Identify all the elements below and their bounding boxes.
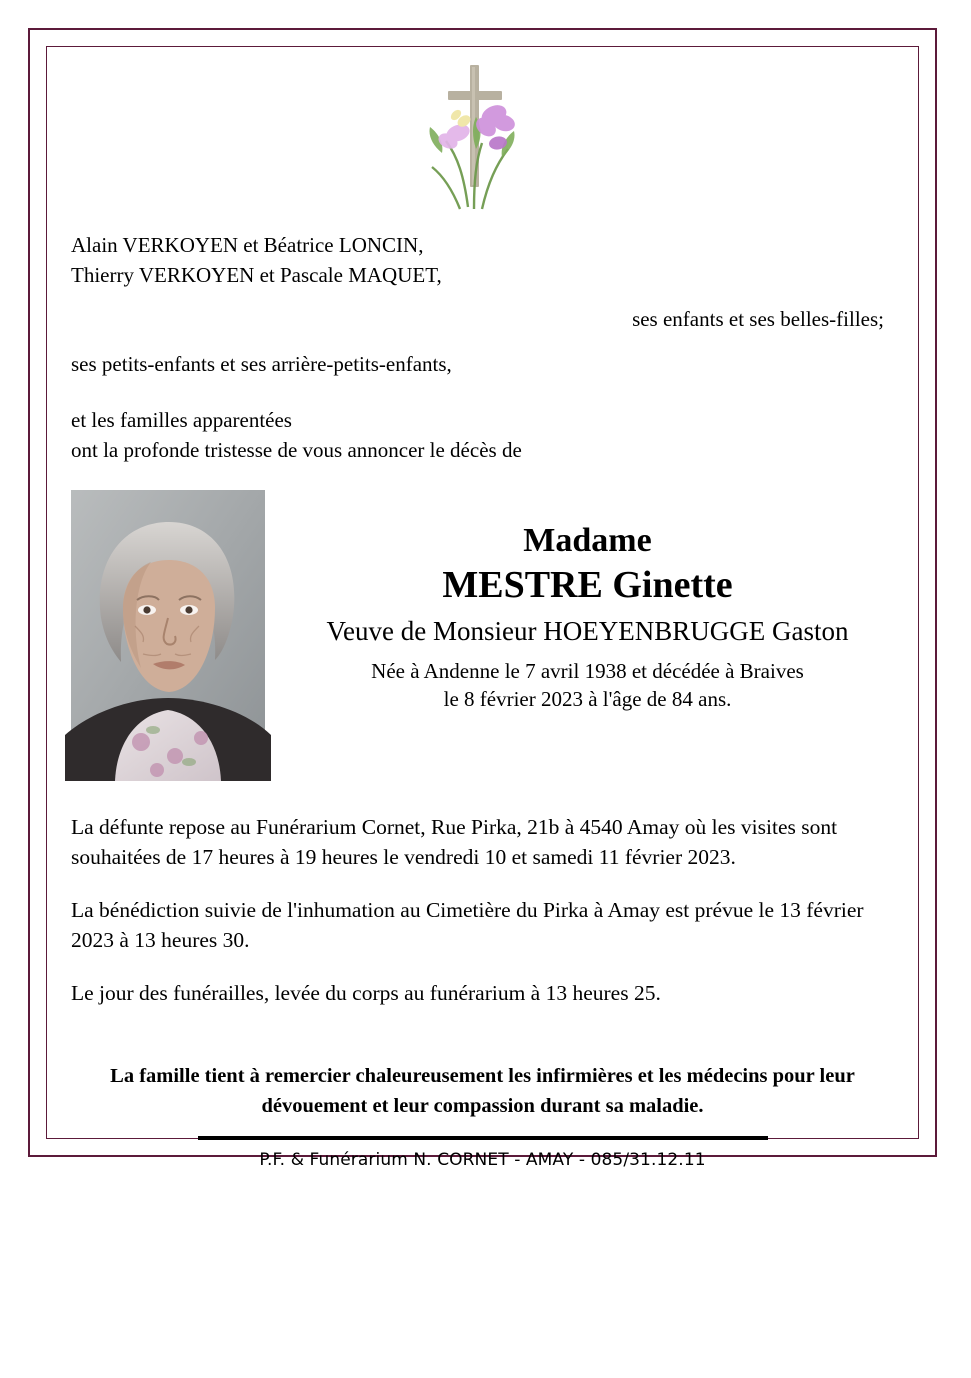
deceased-section (71, 490, 894, 790)
family-block (71, 231, 894, 466)
funeral-home-footer: P.F. & Funérarium N. CORNET - AMAY - 085/31.12.11 (259, 1149, 706, 1170)
related-families-line: et les familles apparentées (71, 408, 292, 433)
spacer-1 (71, 334, 894, 350)
memorial-card (28, 28, 937, 1170)
deceased-title: Madame (523, 521, 652, 559)
deceased-name: MESTRE Ginette (442, 564, 733, 607)
cross-with-flowers-icon (71, 57, 894, 227)
thanks-message: La famille tient à remercier chaleureusement les infirmières et les médecins pour leur dévouement et leur compassion durant sa maladie. (110, 1065, 855, 1118)
family-line-1: Alain VERKOYEN et Béatrice LONCIN, (71, 233, 424, 257)
family-line-2: Thierry VERKOYEN et Pascale MAQUET, (71, 262, 442, 287)
memorial-content (71, 57, 894, 1170)
announcement-line: ont la profonde tristesse de vous annoncer le décès de (71, 438, 522, 463)
deceased-birth-line-2: le 8 février 2023 à l'âge de 84 ans. (443, 687, 732, 712)
children-line: ses enfants et ses belles-filles; (632, 306, 884, 331)
spacer-2 (71, 380, 894, 406)
divider (198, 1136, 768, 1140)
portrait-photo (71, 490, 265, 781)
paragraph-visits: La défunte repose au Funérarium Cornet, Rue Pirka, 21b à 4540 Amay où les visites sont souhaitées de 17 heures à 19 heures le vendredi 10 et samedi 11 février 2023. (71, 814, 838, 870)
memorial-card-inner-border (46, 46, 919, 1170)
paragraph-burial: La bénédiction suivie de l'inhumation au Cimetière du Pirka à Amay est prévue le 13 février 2023 à 13 heures 30. (71, 897, 864, 953)
deceased-text (281, 490, 894, 714)
deceased-birth-line-1: Née à Andenne le 7 avril 1938 et décédée à Braives (371, 658, 804, 683)
paragraph-funeral-lift: Le jour des funérailles, levée du corps au funérarium à 13 heures 25. (71, 980, 661, 1005)
grandchildren-line: ses petits-enfants et ses arrière-petits-enfants, (71, 352, 452, 377)
deceased-spouse: Veuve de Monsieur HOEYENBRUGGE Gaston (326, 615, 849, 646)
